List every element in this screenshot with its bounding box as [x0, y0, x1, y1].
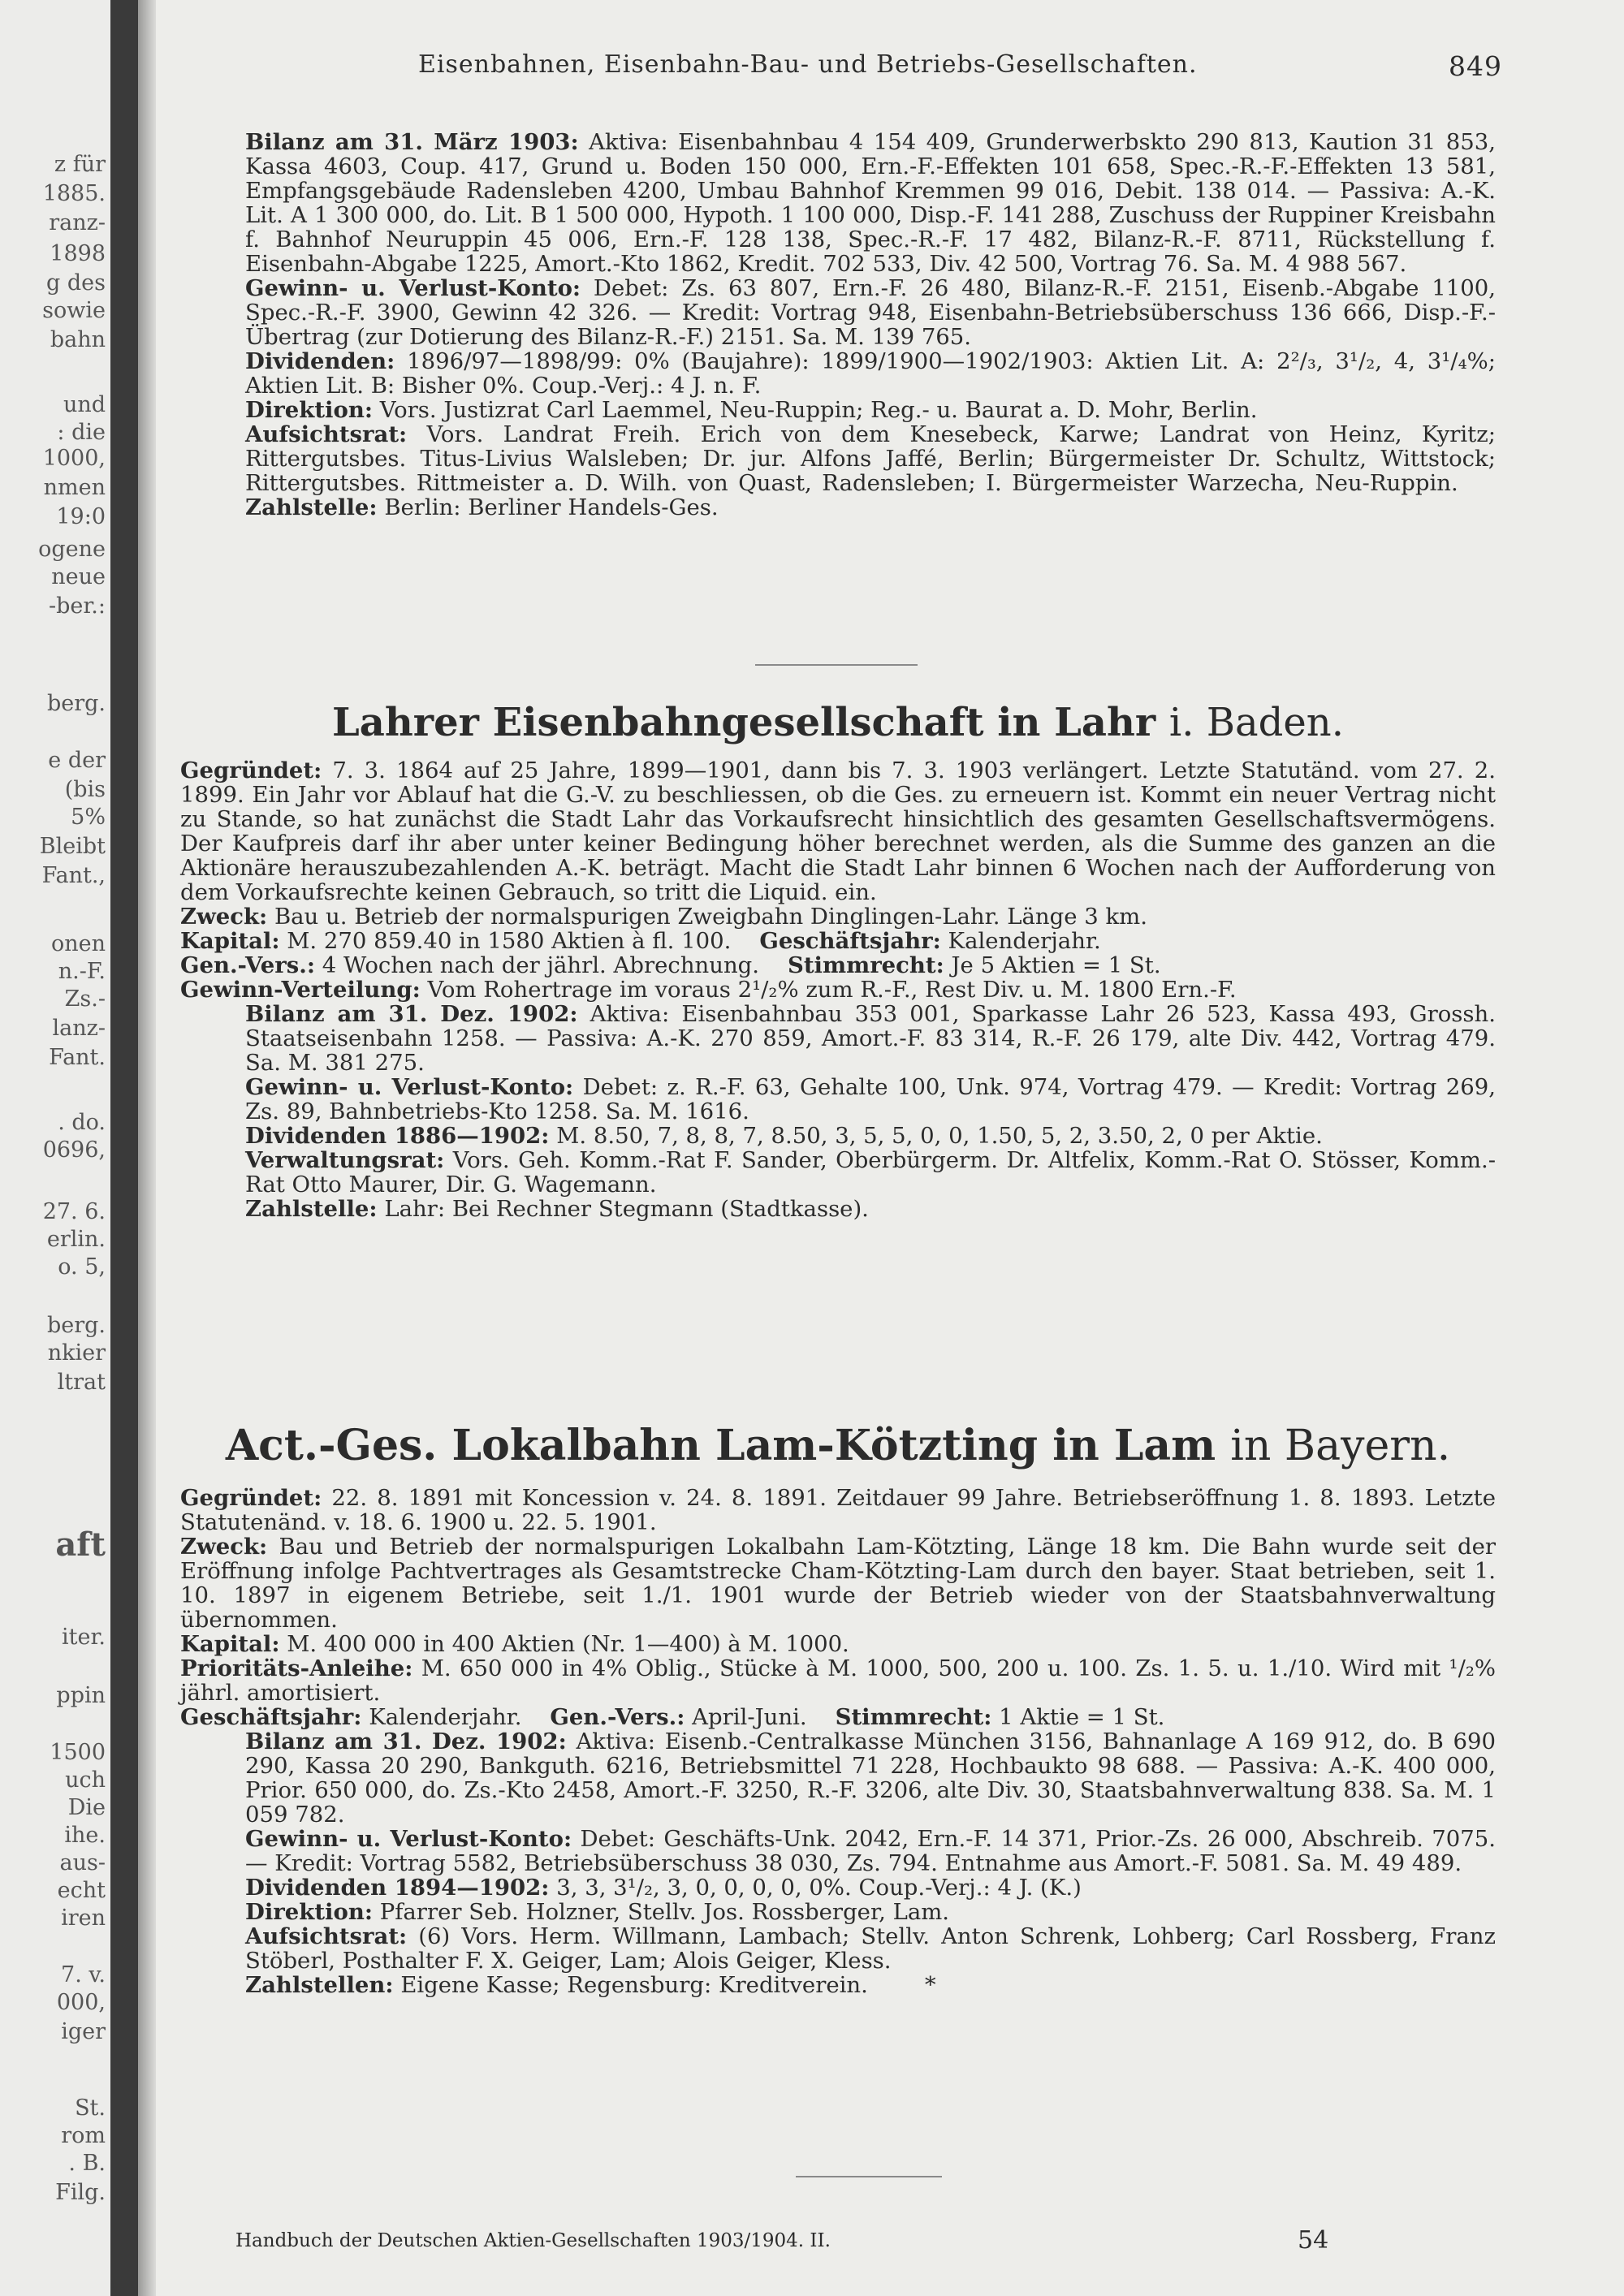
neuruppin-bilanz: Bilanz am 31. März 1903: Aktiva: Eisenbahnbau 4 154 409, Grunderwerbskto 290 813, Kaution 31 853, Kassa 4603, Coup. 417, Grund u. Boden 150 000, Ern.-F.-Effekten 101 658, Spec.-R.-F.-Effekten 13 581, Empfangsgebäude Radensleben 4200, Umbau Bahnhof Kremmen 99 016, Debit. 138 014. — Passiva: A.-K. Lit. A 1 300 000, do. Lit. B 1 500 000, Hypoth. 1 100 000, Disp.-F. 141 288, Zuschuss der Ruppiner Kreisbahn f. Bahnhof Neuruppin 45 006, Ern.-F. 128 138, Spec.-R.-F. 17 482, Bilanz-R.-F. 8711, Rückstellung f. Eisenbahn-Abgabe 1225, Amort.-Kto 1862, Kredit. 702 533, Div. 42 500, Vortrag 76. Sa. M. 4 988 567. — [245, 129, 1496, 277]
lam-geschaeftsjahr: Geschäftsjahr: Kalenderjahr. Gen.-Vers.: April-Juni. Stimmrecht: 1 Aktie = 1 St. — [180, 1704, 1165, 1730]
lahr-gewinn-verteilung: Gewinn-Verteilung: Vom Rohertrage im voraus 2¹/₂% zum R.-F., Rest Div. u. M. 1800 Ern.-F. — [180, 977, 1237, 1003]
margin-fragment: Zs.- — [64, 986, 106, 1012]
lam-dividenden: Dividenden 1894—1902: 3, 3, 3¹/₂, 3, 0, 0, 0, 0, 0%. Coup.-Verj.: 4 J. (K.) — [245, 1875, 1082, 1901]
margin-fragment: sowie — [42, 298, 106, 323]
margin-fragment: rom — [61, 2123, 106, 2148]
lahr-gen-vers: Gen.-Vers.: 4 Wochen nach der jährl. Abrechnung. Stimmrecht: Je 5 Aktien = 1 St. — [180, 952, 1161, 978]
lam-direktion: Direktion: Pfarrer Seb. Holzner, Stellv. Jos. Rossberger, Lam. — [245, 1899, 950, 1925]
neuruppin-gewinn-verlust: Gewinn- u. Verlust-Konto: Debet: Zs. 63 807, Ern.-F. 26 480, Bilanz-R.-F. 2151, Eisenb.-Abgabe 1100, Spec.-R.-F. 3900, Gewinn 42 326. — Kredit: Vortrag 948, Eisenbahn-Betriebsüberschuss 136 666, Disp.-F.-Übertrag (zur Dotierung des Bilanz-R.-F.) 2151. Sa. M. 139 765. — [245, 275, 1496, 350]
lahr-heading: Lahrer Eisenbahngesellschaft in Lahr i. Baden. — [332, 700, 1344, 745]
gutter-shading — [138, 0, 156, 2296]
lam-aufsichtsrat: Aufsichtsrat: (6) Vors. Herm. Willmann, Lambach; Stellv. Anton Schrenk, Lohberg; Carl Rossberg, Franz Stöberl, Posthalter F. X. Geiger, Lam; Alois Geiger, Kless. — [245, 1923, 1497, 1974]
running-header — [260, 50, 1502, 83]
margin-fragment: 000, — [56, 1990, 106, 2015]
margin-fragment: Bleibt — [39, 834, 106, 859]
margin-fragment: uch — [65, 1767, 106, 1793]
footnote-asterisk: * — [924, 1972, 936, 1998]
margin-fragment: ogene — [38, 537, 106, 562]
margin-fragment: . B. — [68, 2151, 106, 2176]
page-number: 849 — [1449, 50, 1502, 82]
margin-fragment: n.-F. — [58, 959, 106, 984]
margin-fragment: z für — [54, 152, 106, 177]
margin-fragment: ihe. — [64, 1823, 106, 1848]
margin-fragment: : die — [57, 420, 106, 445]
margin-fragment: iter. — [62, 1625, 106, 1650]
margin-fragment: ltrat — [57, 1370, 106, 1395]
margin-fragment: echt — [57, 1878, 106, 1903]
lam-prioritaets-anleihe: Prioritäts-Anleihe: M. 650 000 in 4% Oblig., Stücke à M. 1000, 500, 200 u. 100. Zs. 1. 5. u. 1./10. Wird mit ¹/₂% jährl. amortisiert. — [180, 1655, 1496, 1706]
neuruppin-aufsichtsrat: Aufsichtsrat: Vors. Landrat Freih. Erich von dem Knesebeck, Karwe; Landrat von Heinz, Kyritz; Rittergutsbes. Titus-Livius Walsleben; Dr. jur. Alfons Jaffé, Berlin; Bürgermeister Dr. Schultz, Wittstock; Rittergutsbes. Rittmeister a. D. Wilh. von Quast, Radensleben; I. Bürgermeister Warzecha, Neu-Ruppin. Zahlstelle: Berlin: Berliner Handels-Ges. — [245, 421, 1496, 520]
margin-fragment: neue — [51, 564, 106, 589]
margin-fragment: nmen — [43, 475, 106, 500]
lahr-section — [180, 758, 1496, 1221]
margin-fragment: 19:0 — [56, 504, 106, 529]
margin-fragment: 5% — [71, 805, 106, 830]
margin-fragment: nkier — [47, 1340, 106, 1366]
lam-gewinn-verlust: Gewinn- u. Verlust-Konto: Debet: Geschäfts-Unk. 2042, Ern.-F. 14 371, Prior.-Zs. 26 000, Abschreib. 7075. — Kredit: Vortrag 5582, Betriebsüberschuss 38 030, Zs. 794. Entnahme aus Amort.-F. 5081. Sa. M. 49 489. — [245, 1826, 1496, 1876]
margin-fragment: g des — [46, 270, 106, 296]
margin-fragment: . do. — [58, 1110, 106, 1135]
margin-fragment: 7. v. — [61, 1962, 106, 1987]
margin-fragment: 1885. — [42, 181, 106, 206]
margin-fragment: ranz- — [49, 210, 106, 235]
section-divider-bottom — [796, 2176, 942, 2177]
lam-section — [180, 1486, 1496, 1997]
margin-fragment: erlin. — [46, 1227, 106, 1252]
lahr-bilanz: Bilanz am 31. Dez. 1902: Aktiva: Eisenbahnbau 353 001, Sparkasse Lahr 26 523, Kassa 493, Grossh. Staatseisenbahn 1258. — Passiva: A.-K. 270 859, Amort.-F. 83 314, R.-F. 26 179, alte Div. 442, Vortrag 479. Sa. M. 381 275. — [245, 1001, 1496, 1076]
margin-fragment: bahn — [50, 327, 106, 352]
previous-page-margin — [0, 0, 112, 2296]
margin-fragment: e der — [48, 748, 106, 773]
margin-fragment: iger — [61, 2019, 106, 2044]
lam-zweck: Zweck: Bau und Betrieb der normalspurigen Lokalbahn Lam-Kötzting, Länge 18 km. Die Bahn wurde seit der Eröffnung infolge Pachtvertrages als Gesamtstrecke Cham-Kötzting-Lam durch den bayer. Staat betrieben, seit 1. 10. 1897 in eigenem Betriebe, seit 1./1. 1901 wurde der Betrieb wieder von der Staatsbahnverwaltung übernommen. — [180, 1534, 1496, 1633]
margin-fragment: -ber.: — [48, 593, 106, 619]
margin-fragment: berg. — [46, 691, 106, 716]
footer-publication: Handbuch der Deutschen Aktien-Gesellschaften 1903/1904. II. — [235, 2230, 831, 2251]
lahr-dividenden: Dividenden 1886—1902: M. 8.50, 7, 8, 8, 7, 8.50, 3, 5, 5, 0, 0, 1.50, 5, 2, 3.50, 2, 0 per Aktie. — [245, 1123, 1323, 1149]
margin-fragment: 1500 — [50, 1740, 106, 1765]
neuruppin-dividenden: Dividenden: 1896/97—1898/99: 0% (Baujahre): 1899/1900—1902/1903: Aktien Lit. A: 2²/₃, 3¹/₂, 4, 3¹/₄%; Aktien Lit. B: Bisher 0%. Coup.-Verj.: 4 J. n. F. — [245, 348, 1496, 399]
book-spine-shadow — [110, 0, 138, 2296]
margin-fragment: und — [63, 392, 106, 417]
header-title: Eisenbahnen, Eisenbahn-Bau- und Betriebs-Gesellschaften. — [418, 50, 1198, 79]
lam-bilanz: Bilanz am 31. Dez. 1902: Aktiva: Eisenb.-Centralkasse München 3156, Bahnanlage A 169 912, do. B 690 290, Kassa 20 290, Bankguth. 6216, Betriebsmittel 71 228, Hochbaukto 98 688. — Passiva: A.-K. 400 000, Prior. 650 000, do. Zs.-Kto 2458, Amort.-F. 3250, R.-F. 3206, alte Div. 30, Staatsbahnverwaltung 838. Sa. M. 1 059 782. — [245, 1728, 1496, 1828]
margin-fragment: onen — [50, 931, 106, 956]
margin-fragment: Fant., — [41, 863, 106, 888]
lahr-zahlstelle: Zahlstelle: Lahr: Bei Rechner Stegmann (Stadtkasse). — [245, 1196, 869, 1222]
margin-fragment: aus- — [59, 1850, 106, 1875]
footer-sheet-number: 54 — [1298, 2226, 1329, 2255]
lam-heading: Act.-Ges. Lokalbahn Lam-Kötzting in Lam in Bayern. — [225, 1421, 1451, 1470]
lahr-verwaltungsrat: Verwaltungsrat: Vors. Geh. Komm.-Rat F. Sander, Oberbürgerm. Dr. Altfelix, Komm.-Rat O. Stösser, Komm.-Rat Otto Maurer, Dir. G. Wagemann. — [245, 1147, 1496, 1198]
margin-fragment: iren — [61, 1905, 106, 1931]
margin-fragment: Filg. — [55, 2180, 106, 2205]
margin-fragment: (bis — [64, 777, 106, 802]
margin-fragment: St. — [75, 2095, 106, 2121]
lahr-zweck: Zweck: Bau u. Betrieb der normalspurigen Zweigbahn Dinglingen-Lahr. Länge 3 km. — [180, 904, 1147, 930]
margin-fragment: Fant. — [49, 1045, 106, 1070]
lahr-gegruendet: Gegründet: 7. 3. 1864 auf 25 Jahre, 1899—1901, dann bis 7. 3. 1903 verlängert. Letzte Statutänd. vom 27. 2. 1899. Ein Jahr vor Ablauf hat die G.-V. zu beschliessen, ob die Ges. zu erneuern ist. Kommt ein neuer Vertrag nicht zu Stande, so hat zunächst die Stadt Lahr das Vorkaufsrecht hinsichtlich des gesamten Gesellschaftsvermögens. Der Kaufpreis darf ihr aber unter keiner Bedingung höher berechnet werden, als die Summe des ganzen an die Aktionäre herauszubezahlenden A.-K. beträgt. Macht die Stadt Lahr binnen 6 Wochen nach der Aufforderung von dem Vorkaufsrechte keinen Gebrauch, so tritt die Liquid. ein. — [180, 757, 1496, 905]
margin-fragment: ppin — [56, 1683, 106, 1708]
margin-fragment: 0696, — [42, 1137, 106, 1163]
lahr-gewinn-verlust: Gewinn- u. Verlust-Konto: Debet: z. R.-F. 63, Gehalte 100, Unk. 974, Vortrag 479. — Kredit: Vortrag 269, Zs. 89, Bahnbetriebs-Kto 1258. Sa. M. 1616. — [245, 1074, 1496, 1124]
margin-fragment: 1898 — [50, 241, 106, 266]
lam-kapital: Kapital: M. 400 000 in 400 Aktien (Nr. 1—400) à M. 1000. — [180, 1631, 849, 1657]
margin-fragment: 1000, — [42, 446, 106, 471]
margin-fragment: lanz- — [52, 1016, 106, 1041]
margin-fragment: 27. 6. — [42, 1199, 106, 1224]
neuruppin-direktion: Direktion: Vors. Justizrat Carl Laemmel, Neu-Ruppin; Reg.- u. Baurat a. D. Mohr, Berlin. — [245, 397, 1258, 423]
lahr-kapital: Kapital: M. 270 859.40 in 1580 Aktien à fl. 100. Geschäftsjahr: Kalenderjahr. — [180, 928, 1101, 954]
section-divider — [755, 664, 918, 666]
margin-fragment: Die — [67, 1795, 106, 1820]
lam-zahlstellen: Zahlstellen: Eigene Kasse; Regensburg: Kreditverein. * — [245, 1972, 936, 1998]
neuruppin-section — [180, 130, 1496, 520]
lam-gegruendet: Gegründet: 22. 8. 1891 mit Koncession v. 24. 8. 1891. Zeitdauer 99 Jahre. Betriebseröffnung 1. 8. 1893. Letzte Statutenänd. v. 18. 6. 1900 u. 22. 5. 1901. — [180, 1485, 1496, 1535]
margin-fragment: aft — [55, 1526, 106, 1564]
margin-fragment: berg. — [46, 1313, 106, 1338]
margin-fragment: o. 5, — [58, 1254, 106, 1280]
